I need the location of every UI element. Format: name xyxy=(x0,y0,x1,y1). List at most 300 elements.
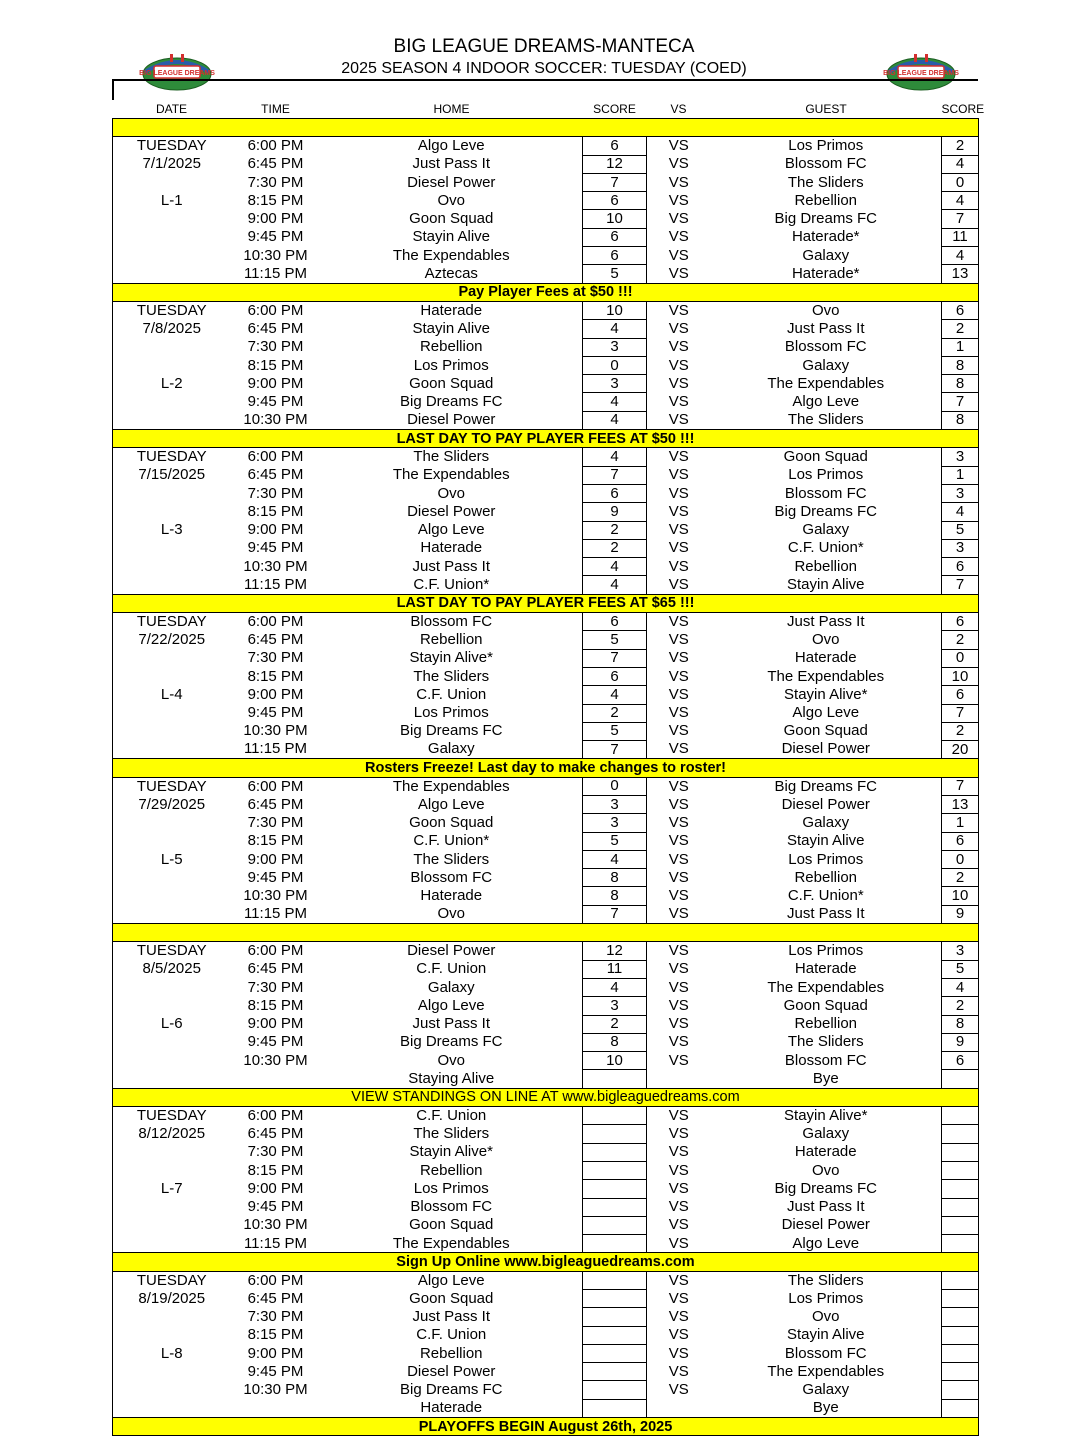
cell-vs: VS xyxy=(668,137,689,155)
cell-vs: VS xyxy=(668,466,689,484)
cell-guest-score: 8 xyxy=(942,1015,979,1033)
cell-time: 6:00 PM xyxy=(247,301,304,319)
cell-vs: VS xyxy=(668,1198,689,1216)
cell-date: TUESDAY xyxy=(113,448,231,466)
cell-guest-team: Just Pass It xyxy=(786,905,865,923)
cell-home-score: 12 xyxy=(583,155,647,173)
cell-home-team: The Expendables xyxy=(392,777,510,795)
cell-guest-team: The Sliders xyxy=(787,1033,864,1051)
game-row xyxy=(113,558,979,576)
cell-home-score xyxy=(583,1363,647,1381)
cell-guest-score: 5 xyxy=(942,960,979,978)
cell-vs: VS xyxy=(668,228,689,246)
cell-home-team: Big Dreams FC xyxy=(399,722,503,740)
cell-vs: VS xyxy=(668,685,689,703)
cell-time: 9:00 PM xyxy=(247,1179,304,1197)
cell-guest-score xyxy=(942,1161,979,1179)
cell-home-score xyxy=(583,1326,647,1344)
game-row xyxy=(113,1326,979,1344)
cell-time: 6:00 PM xyxy=(247,1106,304,1124)
game-row xyxy=(113,539,979,557)
cell-guest-team: Ovo xyxy=(811,1161,840,1179)
cell-home-score: 4 xyxy=(583,978,647,996)
cell-vs: VS xyxy=(668,1051,689,1069)
cell-guest-team: Los Primos xyxy=(788,1289,864,1307)
cell-home-team: Stayin Alive xyxy=(412,228,491,246)
cell-home-score xyxy=(583,1198,647,1216)
cell-date: L-4 xyxy=(113,686,231,704)
cell-vs: VS xyxy=(668,740,689,758)
cell-home-team: Blossom FC xyxy=(410,1198,493,1216)
cell-guest-team: Galaxy xyxy=(802,1381,850,1399)
cell-date: TUESDAY xyxy=(113,1107,231,1125)
cell-date xyxy=(113,832,231,850)
game-row xyxy=(113,155,979,173)
cell-vs: VS xyxy=(668,704,689,722)
cell-guest-team: Rebellion xyxy=(794,868,858,886)
cell-home-team: Goon Squad xyxy=(409,374,494,392)
cell-home-score: 6 xyxy=(583,228,647,246)
cell-home-score: 2 xyxy=(583,521,647,539)
cell-date: L-2 xyxy=(113,375,231,393)
cell-guest-score xyxy=(942,1107,979,1125)
cell-guest-team: The Expendables xyxy=(767,1362,885,1380)
cell-guest-team: Blossom FC xyxy=(784,1344,867,1362)
cell-home-team: Big Dreams FC xyxy=(399,1381,503,1399)
game-row xyxy=(113,1381,979,1399)
cell-home-team: Algo Leve xyxy=(417,1271,485,1289)
cell-date xyxy=(113,411,231,429)
cell-guest-team: Bye xyxy=(812,1399,839,1417)
game-row xyxy=(113,1271,979,1289)
cell-guest-team: Diesel Power xyxy=(781,740,870,758)
game-row xyxy=(113,247,979,265)
cell-date xyxy=(113,1308,231,1326)
svg-text:BIG LEAGUE DREAMS: BIG LEAGUE DREAMS xyxy=(883,70,959,77)
col-header-home: HOME xyxy=(433,102,470,116)
game-row xyxy=(113,503,979,521)
cell-home-score: 8 xyxy=(583,1033,647,1051)
cell-home-score: 6 xyxy=(583,484,647,502)
cell-time: 6:00 PM xyxy=(247,777,304,795)
cell-date: TUESDAY xyxy=(113,777,231,795)
cell-vs: VS xyxy=(668,484,689,502)
cell-guest-team: Stayin Alive xyxy=(786,1326,865,1344)
cell-vs: VS xyxy=(668,960,689,978)
cell-home-score: 4 xyxy=(583,411,647,429)
banner-row xyxy=(113,1418,979,1436)
cell-time: 9:00 PM xyxy=(247,374,304,392)
cell-date: TUESDAY xyxy=(113,613,231,631)
cell-guest-team: Just Pass It xyxy=(786,1198,865,1216)
game-row xyxy=(113,1052,979,1070)
col-header-vs: VS xyxy=(670,102,687,116)
cell-guest-score xyxy=(942,1198,979,1216)
game-row xyxy=(113,576,979,594)
cell-home-score: 5 xyxy=(583,832,647,850)
cell-home-score: 5 xyxy=(583,722,647,740)
game-row xyxy=(113,1363,979,1381)
cell-guest-team: The Expendables xyxy=(767,667,885,685)
cell-guest-score: 0 xyxy=(942,850,979,868)
cell-time: 7:30 PM xyxy=(247,813,304,831)
cell-guest-score: 2 xyxy=(942,320,979,338)
cell-home-team: Goon Squad xyxy=(409,813,494,831)
cell-home-team: Goon Squad xyxy=(409,1289,494,1307)
game-row xyxy=(113,832,979,850)
cell-time: 11:15 PM xyxy=(243,264,308,282)
cell-date xyxy=(113,1052,231,1070)
cell-vs: VS xyxy=(668,246,689,264)
cell-vs: VS xyxy=(668,356,689,374)
cell-home-team: Diesel Power xyxy=(407,173,496,191)
cell-date xyxy=(113,741,231,759)
cell-home-score: 4 xyxy=(583,320,647,338)
cell-guest-score xyxy=(942,1381,979,1399)
game-row xyxy=(113,173,979,191)
cell-home-team: The Expendables xyxy=(392,1234,510,1252)
cell-time: 8:15 PM xyxy=(247,356,304,374)
cell-guest-score: 4 xyxy=(942,155,979,173)
cell-vs: VS xyxy=(668,210,689,228)
cell-date xyxy=(113,1326,231,1344)
cell-home-team: Diesel Power xyxy=(407,942,496,960)
cell-home-score: 5 xyxy=(583,631,647,649)
cell-guest-score xyxy=(942,1143,979,1161)
game-row xyxy=(113,613,979,631)
cell-vs: VS xyxy=(668,813,689,831)
cell-guest-score: 4 xyxy=(942,503,979,521)
cell-vs: VS xyxy=(668,942,689,960)
banner-row xyxy=(113,283,979,301)
page-title: BIG LEAGUE DREAMS-MANTECA xyxy=(393,36,695,57)
cell-guest-score: 10 xyxy=(942,887,979,905)
cell-guest-score: 2 xyxy=(942,631,979,649)
cell-guest-team: Los Primos xyxy=(788,466,864,484)
game-row xyxy=(113,978,979,996)
cell-vs: VS xyxy=(668,1381,689,1399)
cell-guest-team: Stayin Alive xyxy=(786,575,865,593)
cell-time: 8:15 PM xyxy=(247,1326,304,1344)
game-row xyxy=(113,1107,979,1125)
cell-home-score: 6 xyxy=(583,247,647,265)
cell-home-score: 4 xyxy=(583,393,647,411)
cell-guest-score xyxy=(942,1180,979,1198)
cell-home-team: Big Dreams FC xyxy=(399,1033,503,1051)
game-row xyxy=(113,411,979,429)
cell-guest-score xyxy=(942,1363,979,1381)
cell-vs: VS xyxy=(668,667,689,685)
col-header-guest: GUEST xyxy=(805,102,847,116)
cell-date xyxy=(113,338,231,356)
cell-vs: VS xyxy=(668,521,689,539)
cell-vs: VS xyxy=(668,191,689,209)
cell-home-score: 4 xyxy=(583,558,647,576)
game-row xyxy=(113,1399,979,1417)
cell-home-team: Staying Alive xyxy=(408,1069,495,1087)
cell-time: 10:30 PM xyxy=(243,1051,308,1069)
cell-date xyxy=(113,1033,231,1051)
cell-guest-score: 4 xyxy=(942,192,979,210)
cell-home-score: 4 xyxy=(583,850,647,868)
cell-guest-score: 0 xyxy=(942,173,979,191)
cell-time: 6:00 PM xyxy=(247,942,304,960)
cell-vs: VS xyxy=(668,448,689,466)
cell-home-team: The Expendables xyxy=(392,466,510,484)
cell-date xyxy=(113,1216,231,1234)
cell-time: 6:00 PM xyxy=(247,137,304,155)
cell-date: 8/12/2025 xyxy=(113,1125,231,1143)
cell-guest-score: 6 xyxy=(942,832,979,850)
game-row xyxy=(113,356,979,374)
game-row xyxy=(113,997,979,1015)
cell-vs: VS xyxy=(668,1106,689,1124)
cell-time: 8:15 PM xyxy=(247,1161,304,1179)
cell-date xyxy=(113,265,231,283)
cell-guest-team: Haterade xyxy=(794,960,857,978)
cell-guest-score xyxy=(942,1326,979,1344)
cell-home-team: C.F. Union xyxy=(416,685,487,703)
cell-time: 8:15 PM xyxy=(247,502,304,520)
cell-time: 7:30 PM xyxy=(247,1143,304,1161)
banner-text: Rosters Freeze! Last day to make changes to roster! xyxy=(113,759,979,777)
cell-guest-score: 7 xyxy=(942,393,979,411)
cell-guest-team: Rebellion xyxy=(794,557,858,575)
cell-home-score: 6 xyxy=(583,137,647,155)
game-row xyxy=(113,1070,979,1088)
game-row xyxy=(113,887,979,905)
cell-home-score xyxy=(583,1308,647,1326)
game-row xyxy=(113,228,979,246)
cell-guest-team: Haterade xyxy=(794,1143,857,1161)
game-row xyxy=(113,466,979,484)
cell-vs: VS xyxy=(668,905,689,923)
cell-date xyxy=(113,210,231,228)
cell-vs: VS xyxy=(668,155,689,173)
cell-home-team: Diesel Power xyxy=(407,411,496,429)
column-header-row xyxy=(113,100,979,119)
cell-date: L-7 xyxy=(113,1180,231,1198)
cell-guest-score: 5 xyxy=(942,521,979,539)
cell-guest-team: Blossom FC xyxy=(784,155,867,173)
game-row xyxy=(113,192,979,210)
cell-time: 9:45 PM xyxy=(247,1033,304,1051)
cell-home-team: Algo Leve xyxy=(417,795,485,813)
cell-guest-team: Ovo xyxy=(811,1307,840,1325)
cell-guest-team: Big Dreams FC xyxy=(774,210,878,228)
cell-home-team: Goon Squad xyxy=(409,210,494,228)
cell-time: 9:00 PM xyxy=(247,521,304,539)
cell-date: 7/8/2025 xyxy=(113,320,231,338)
cell-vs: VS xyxy=(668,978,689,996)
cell-guest-score: 3 xyxy=(942,539,979,557)
cell-vs xyxy=(647,1399,711,1417)
cell-home-score: 3 xyxy=(583,338,647,356)
game-row xyxy=(113,1290,979,1308)
cell-home-score: 6 xyxy=(583,613,647,631)
cell-guest-team: Galaxy xyxy=(802,356,850,374)
game-row xyxy=(113,1308,979,1326)
cell-vs: VS xyxy=(668,850,689,868)
cell-vs: VS xyxy=(668,630,689,648)
cell-home-team: The Sliders xyxy=(413,1124,490,1142)
cell-home-team: C.F. Union xyxy=(416,1326,487,1344)
cell-date xyxy=(113,814,231,832)
banner-row xyxy=(113,759,979,777)
cell-home-score xyxy=(583,1235,647,1253)
cell-time: 7:30 PM xyxy=(247,338,304,356)
cell-guest-score xyxy=(942,1271,979,1289)
cell-vs: VS xyxy=(668,1271,689,1289)
cell-date xyxy=(113,484,231,502)
banner-text: VIEW STANDINGS ON LINE AT www.bigleaguedreams.com xyxy=(113,1088,979,1106)
banner-text: Sign Up Online www.bigleaguedreams.com xyxy=(113,1253,979,1271)
cell-vs: VS xyxy=(668,1326,689,1344)
cell-guest-team: Los Primos xyxy=(788,942,864,960)
cell-home-score: 0 xyxy=(583,356,647,374)
cell-vs: VS xyxy=(668,868,689,886)
cell-vs: VS xyxy=(668,1033,689,1051)
cell-guest-team: Ovo xyxy=(811,630,840,648)
cell-guest-team: Galaxy xyxy=(802,246,850,264)
cell-guest-team: Haterade* xyxy=(791,264,860,282)
cell-time: 7:30 PM xyxy=(247,173,304,191)
cell-home-team: Los Primos xyxy=(413,704,489,722)
cell-vs: VS xyxy=(668,301,689,319)
cell-home-score xyxy=(583,1381,647,1399)
cell-home-team: Stayin Alive* xyxy=(409,1143,493,1161)
cell-vs: VS xyxy=(668,777,689,795)
cell-guest-team: Haterade xyxy=(794,649,857,667)
cell-guest-score: 3 xyxy=(942,448,979,466)
cell-time: 11:15 PM xyxy=(243,905,308,923)
cell-home-score xyxy=(583,1107,647,1125)
cell-guest-team: Galaxy xyxy=(802,1124,850,1142)
cell-date xyxy=(113,1381,231,1399)
game-row xyxy=(113,1235,979,1253)
cell-home-score: 3 xyxy=(583,795,647,813)
cell-time: 9:45 PM xyxy=(247,1362,304,1380)
cell-home-team: Diesel Power xyxy=(407,502,496,520)
cell-date xyxy=(113,173,231,191)
cell-guest-score xyxy=(942,1399,979,1417)
cell-home-team: Los Primos xyxy=(413,356,489,374)
cell-date: L-6 xyxy=(113,1015,231,1033)
cell-guest-team: The Expendables xyxy=(767,978,885,996)
cell-date xyxy=(113,539,231,557)
cell-home-team: Los Primos xyxy=(413,1179,489,1197)
cell-vs: VS xyxy=(668,1179,689,1197)
cell-date xyxy=(113,1070,231,1088)
cell-vs: VS xyxy=(668,1307,689,1325)
cell-guest-team: Blossom FC xyxy=(784,1051,867,1069)
cell-home-team: Algo Leve xyxy=(417,137,485,155)
cell-home-team: Haterade xyxy=(420,887,483,905)
cell-time: 6:45 PM xyxy=(247,960,304,978)
cell-guest-team: Los Primos xyxy=(788,137,864,155)
cell-vs: VS xyxy=(668,173,689,191)
cell-home-score xyxy=(583,1290,647,1308)
cell-home-team: C.F. Union xyxy=(416,1106,487,1124)
game-row xyxy=(113,704,979,722)
cell-time: 7:30 PM xyxy=(247,978,304,996)
cell-home-team: Goon Squad xyxy=(409,1216,494,1234)
cell-home-score xyxy=(583,1344,647,1362)
cell-guest-score xyxy=(942,1308,979,1326)
game-row xyxy=(113,741,979,759)
cell-guest-team: Galaxy xyxy=(802,521,850,539)
cell-home-team: Galaxy xyxy=(427,978,475,996)
cell-home-team: Diesel Power xyxy=(407,1362,496,1380)
cell-home-team: Blossom FC xyxy=(410,868,493,886)
cell-home-score: 0 xyxy=(583,777,647,795)
cell-guest-team: Just Pass It xyxy=(786,612,865,630)
cell-time: 11:15 PM xyxy=(243,740,308,758)
cell-guest-score: 13 xyxy=(942,795,979,813)
cell-guest-score: 2 xyxy=(942,137,979,155)
cell-home-score: 2 xyxy=(583,539,647,557)
cell-home-score xyxy=(583,1271,647,1289)
cell-guest-score: 7 xyxy=(942,704,979,722)
cell-time xyxy=(231,1070,321,1088)
cell-date: L-3 xyxy=(113,521,231,539)
game-row xyxy=(113,649,979,667)
cell-home-team: Just Pass It xyxy=(412,557,491,575)
cell-vs: VS xyxy=(668,319,689,337)
cell-time: 11:15 PM xyxy=(243,575,308,593)
game-row xyxy=(113,1033,979,1051)
cell-time: 6:45 PM xyxy=(247,466,304,484)
cell-home-score: 4 xyxy=(583,576,647,594)
banner-row xyxy=(113,1253,979,1271)
svg-text:BIG LEAGUE DREAMS: BIG LEAGUE DREAMS xyxy=(139,70,215,77)
cell-vs: VS xyxy=(668,411,689,429)
cell-guest-score: 11 xyxy=(942,228,979,246)
cell-vs: VS xyxy=(668,1143,689,1161)
cell-time: 7:30 PM xyxy=(247,484,304,502)
cell-guest-team: Just Pass It xyxy=(786,319,865,337)
cell-time: 9:00 PM xyxy=(247,1015,304,1033)
cell-home-score: 3 xyxy=(583,997,647,1015)
game-row xyxy=(113,686,979,704)
cell-home-score: 8 xyxy=(583,887,647,905)
cell-time: 10:30 PM xyxy=(243,722,308,740)
cell-date xyxy=(113,576,231,594)
game-row xyxy=(113,393,979,411)
banner-text: LAST DAY TO PAY PLAYER FEES AT $65 !!! xyxy=(113,594,979,612)
cell-time: 9:45 PM xyxy=(247,1198,304,1216)
cell-guest-score: 7 xyxy=(942,210,979,228)
cell-vs: VS xyxy=(668,996,689,1014)
cell-home-team: Just Pass It xyxy=(412,1015,491,1033)
cell-guest-score: 8 xyxy=(942,411,979,429)
banner-text xyxy=(113,924,979,942)
cell-vs: VS xyxy=(668,887,689,905)
cell-guest-score xyxy=(942,1125,979,1143)
schedule-table xyxy=(112,100,985,1436)
cell-home-team: Ovo xyxy=(437,191,465,209)
cell-guest-team: Algo Leve xyxy=(792,1234,860,1252)
game-row xyxy=(113,631,979,649)
game-row xyxy=(113,521,979,539)
cell-home-team: Aztecas xyxy=(424,264,478,282)
cell-time: 9:45 PM xyxy=(247,704,304,722)
cell-date xyxy=(113,393,231,411)
game-row xyxy=(113,942,979,960)
cell-date xyxy=(113,1161,231,1179)
cell-home-score: 9 xyxy=(583,503,647,521)
cell-time: 8:15 PM xyxy=(247,667,304,685)
